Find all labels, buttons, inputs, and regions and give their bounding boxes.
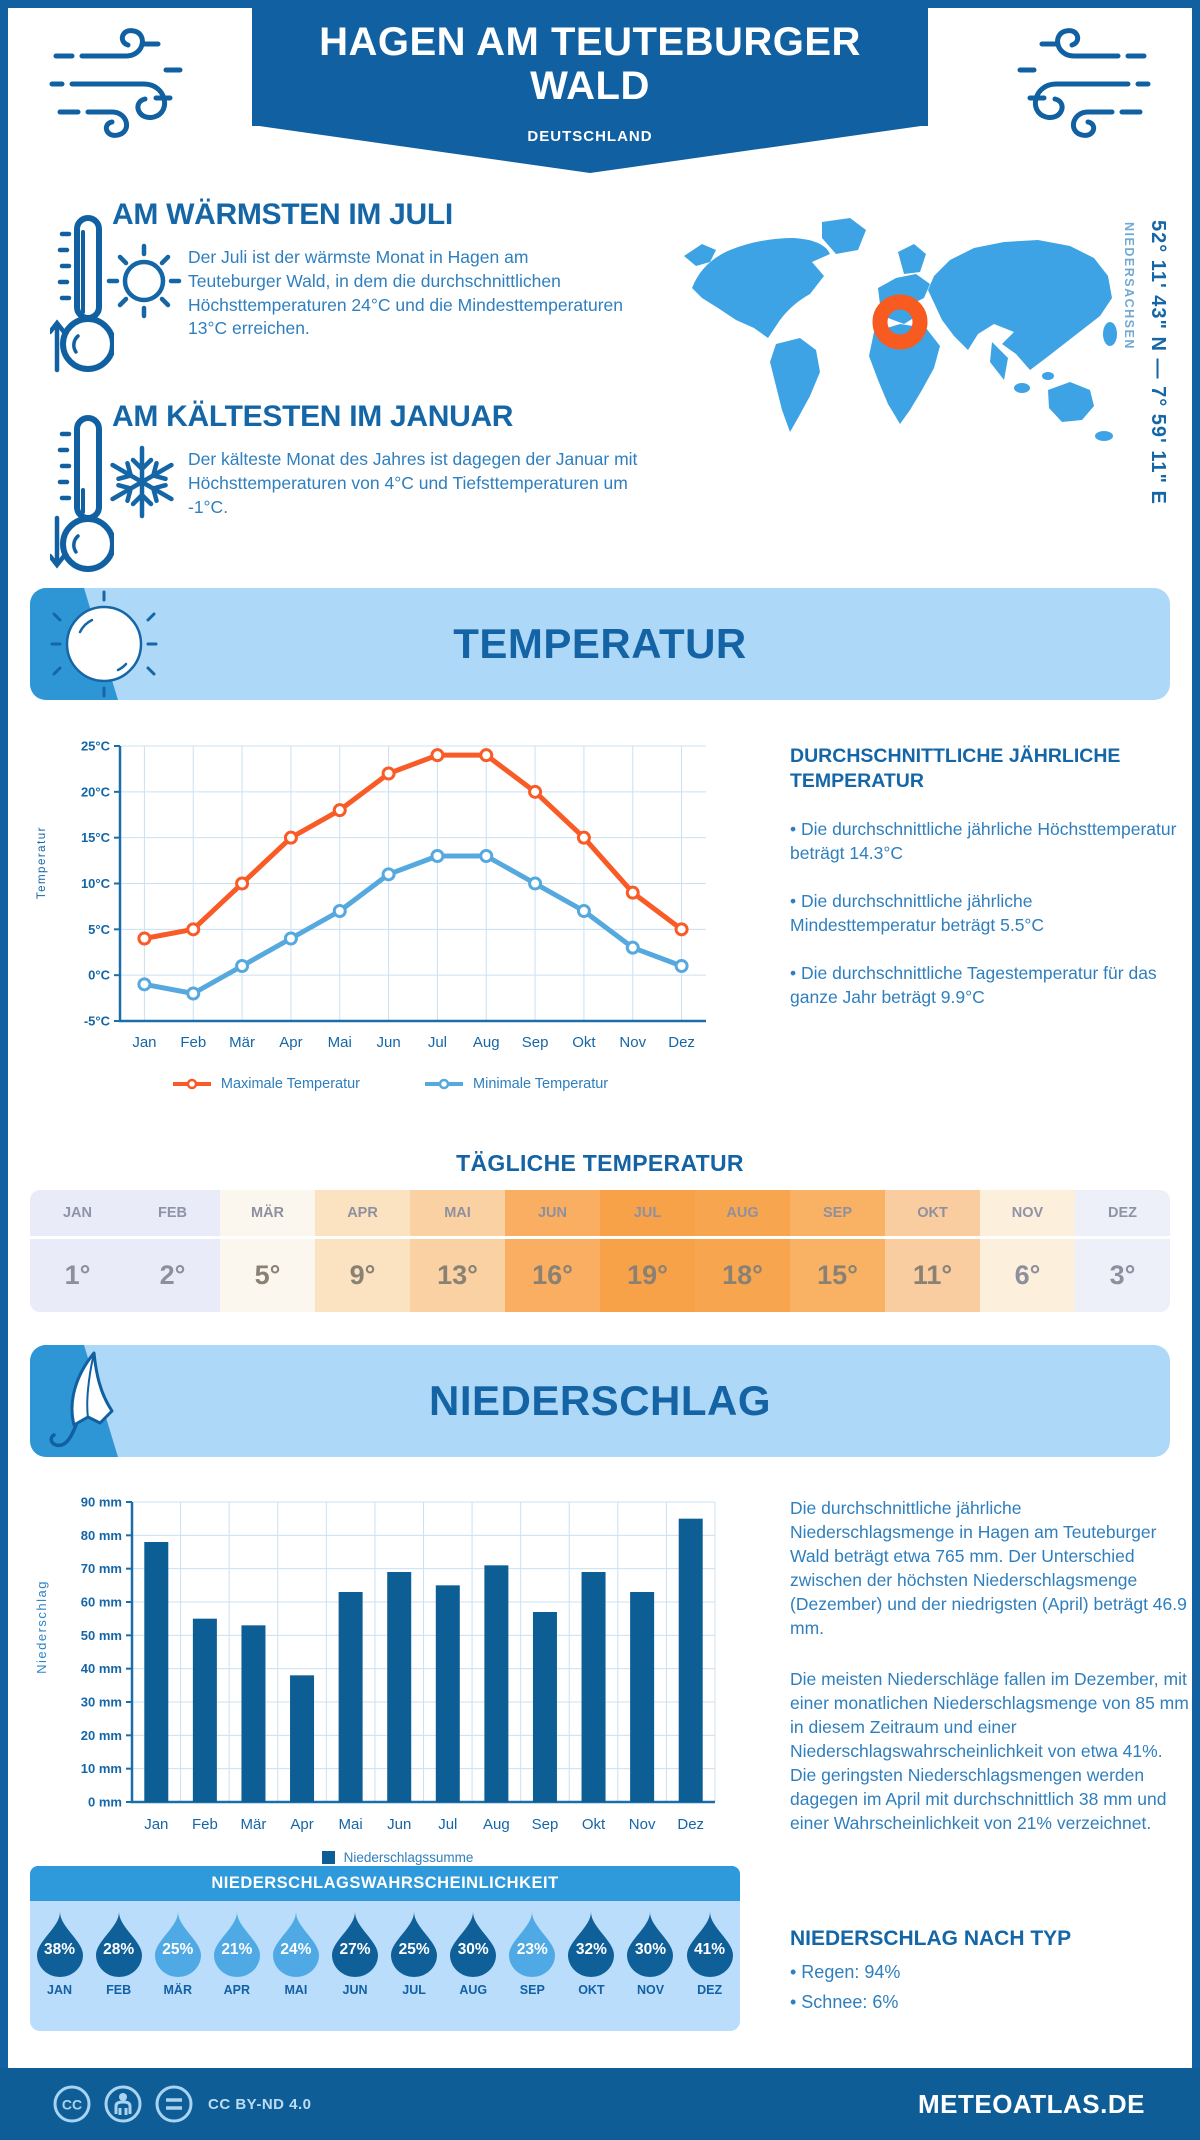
precip-y-tick: 50 mm (80, 1627, 122, 1643)
probability-item (680, 1901, 739, 2031)
precip-y-axis-label: Niederschlag (34, 1580, 49, 1674)
probability-month-label: AUG (459, 1983, 488, 1997)
daily-month-label: FEB (125, 1190, 220, 1239)
daily-temp-value: 13° (437, 1260, 478, 1290)
temp-y-axis-label: Temperatur (36, 826, 48, 900)
legend-item: Niederschlagssumme (322, 1850, 474, 1865)
daily-month-label: NOV (980, 1190, 1075, 1239)
precip-x-tick: Jul (438, 1816, 458, 1833)
daily-cell (1075, 1190, 1170, 1312)
coldest-heading: AM KÄLTESTEN IM JANUAR (112, 400, 514, 433)
precip-x-tick: Mär (240, 1816, 267, 1833)
probability-item (503, 1901, 562, 2031)
daily-temp-value: 16° (532, 1260, 573, 1290)
country-label: DEUTSCHLAND (527, 128, 653, 145)
temp-x-tick: Okt (572, 1034, 596, 1051)
precipitation-legend (70, 1850, 725, 1865)
precip-y-tick: 90 mm (80, 1494, 122, 1510)
precip-x-tick: Aug (483, 1816, 510, 1833)
daily-month-label: OKT (885, 1190, 980, 1239)
daily-temp-value: 15° (817, 1260, 858, 1290)
temp-y-tick: 15°C (80, 830, 110, 846)
probability-month-label: JAN (47, 1983, 73, 1997)
temp-y-tick: 0°C (88, 967, 110, 983)
probability-item (325, 1901, 384, 2031)
daily-temp-value: 9° (349, 1260, 376, 1290)
site-name: METEOATLAS.DE (917, 2088, 1145, 2119)
temp-y-tick: -5°C (83, 1013, 110, 1029)
precip-y-tick: 20 mm (80, 1727, 122, 1743)
wind-icon (48, 22, 218, 142)
precip-bar (387, 1572, 411, 1802)
daily-cell (980, 1190, 1075, 1312)
daily-cell (505, 1190, 600, 1312)
probability-month-label: DEZ (697, 1983, 723, 1997)
precip-chart-svg (70, 1492, 725, 1847)
daily-month-label: MAI (410, 1190, 505, 1239)
probability-panel (30, 1901, 740, 2031)
daily-cell (125, 1190, 220, 1312)
probability-item (207, 1901, 266, 2031)
warmest-heading: AM WÄRMSTEN IM JULI (112, 198, 453, 231)
annual-day-bullet: • Die durchschnittliche Tagestemperatur für das ganze Jahr beträgt 9.9°C (790, 963, 1157, 1007)
probability-item (562, 1901, 621, 2031)
temp-y-tick: 20°C (80, 784, 110, 800)
precip-y-tick: 70 mm (80, 1561, 122, 1577)
probability-month-label: MAI (284, 1983, 308, 1997)
precipitation-bar-chart (70, 1492, 725, 1847)
daily-temp-value: 6° (1014, 1260, 1041, 1290)
precip-x-tick: Okt (581, 1816, 606, 1833)
rain-share: • Regen: 94% (790, 1962, 901, 1982)
precip-x-tick: Jan (144, 1816, 169, 1833)
temp-y-tick: 5°C (88, 921, 110, 937)
probability-month-label: NOV (636, 1983, 665, 1997)
precip-paragraph-1: Die durchschnittliche jährliche Niederschlagsmenge in Hagen am Teuteburger Wald beträgt etwa 765 mm. Der Unterschied zwischen der höchsten Niederschlagsmenge (Dezember) und der niedrigsten (April) beträgt 46.9 mm. (790, 1498, 1187, 1638)
probability-value: 28% (103, 1941, 135, 1958)
precip-bar (290, 1675, 314, 1802)
precip-bar (630, 1592, 654, 1802)
temp-x-tick: Jan (132, 1034, 157, 1051)
daily-cell (30, 1190, 125, 1312)
page-title: HAGEN AM TEUTEBURGER WALD (319, 20, 861, 108)
daily-cell (220, 1190, 315, 1312)
probability-value: 27% (339, 1941, 371, 1958)
precip-bar (582, 1572, 606, 1802)
probability-value: 30% (634, 1941, 666, 1958)
probability-value: 30% (457, 1941, 489, 1958)
precip-bar (241, 1625, 265, 1802)
daily-cell (600, 1190, 695, 1312)
precip-x-tick: Feb (191, 1816, 218, 1833)
temp-x-tick: Feb (180, 1034, 207, 1051)
wind-icon (982, 22, 1152, 142)
probability-item (385, 1901, 444, 2031)
temp-x-tick: Mai (327, 1034, 352, 1051)
probability-value: 32% (575, 1941, 607, 1958)
probability-month-label: FEB (106, 1983, 132, 1997)
temp-y-tick: 25°C (80, 738, 110, 754)
precip-bar (533, 1612, 557, 1802)
precip-y-tick: 40 mm (80, 1661, 122, 1677)
temp-chart-svg (70, 738, 710, 1063)
probability-value: 23% (516, 1941, 548, 1958)
daily-cell (695, 1190, 790, 1312)
probability-item (266, 1901, 325, 2031)
temperature-line-chart (70, 738, 710, 1063)
coldest-text: Der kälteste Monat des Jahres ist dagegen der Januar mit Höchsttemperaturen von 4°C und Tiefsttemperaturen um -1°C. (188, 449, 638, 517)
probability-value: 21% (221, 1941, 253, 1958)
probability-item (89, 1901, 148, 2031)
daily-month-label: DEZ (1075, 1190, 1170, 1239)
probability-month-label: JUL (402, 1983, 426, 1997)
temperature-legend (70, 1076, 710, 1092)
svg-text:CC: CC (61, 2096, 83, 2113)
daily-month-label: MÄR (220, 1190, 315, 1239)
probability-value: 25% (162, 1941, 194, 1958)
temp-x-tick: Aug (472, 1034, 500, 1051)
title-banner (252, 8, 928, 126)
annual-temp-heading: DURCHSCHNITTLICHE JÄHRLICHE TEMPERATUR (790, 745, 1121, 793)
probability-month-label: APR (223, 1983, 251, 1997)
precip-bar (144, 1542, 168, 1802)
temp-x-tick: Jul (427, 1034, 448, 1051)
probability-item (30, 1901, 89, 2031)
license-icons (52, 2084, 194, 2124)
daily-month-label: AUG (695, 1190, 790, 1239)
daily-month-label: SEP (790, 1190, 885, 1239)
cc-icon (52, 2084, 92, 2124)
probability-item (621, 1901, 680, 2031)
page-border-top (0, 0, 1200, 8)
probability-heading: NIEDERSCHLAGSWAHRSCHEINLICHKEIT (30, 1866, 740, 1901)
precip-x-tick: Jun (387, 1816, 412, 1833)
daily-cell (790, 1190, 885, 1312)
precip-x-tick: Mai (338, 1816, 363, 1833)
precip-x-tick: Sep (531, 1816, 559, 1833)
precip-x-tick: Apr (290, 1816, 314, 1833)
precip-y-tick: 80 mm (80, 1527, 122, 1543)
precip-bar (339, 1592, 363, 1802)
daily-temp-table (30, 1190, 1170, 1312)
temp-x-tick: Apr (279, 1034, 303, 1051)
probability-item (444, 1901, 503, 2031)
daily-temp-heading: TÄGLICHE TEMPERATUR (456, 1150, 744, 1176)
probability-value: 41% (694, 1941, 726, 1958)
precip-x-tick: Nov (628, 1816, 656, 1833)
precip-paragraph-2: Die meisten Niederschläge fallen im Dezember, mit einer monatlichen Niederschlagsmenge von 85 mm in diesem Zeitraum und einer Niederschlagswahrscheinlichkeit von etwa 41%. Die geringsten Niederschlagsmengen werden dagegen im April mit durchschnittlich 38 mm und einer Wahrscheinlichkeit von 21% verzeichnet. (790, 1669, 1189, 1833)
precip-x-tick: Dez (677, 1816, 705, 1833)
probability-value: 24% (280, 1941, 312, 1958)
page-border-left (0, 0, 8, 2140)
temp-x-tick: Mär (229, 1034, 256, 1051)
precip-y-tick: 30 mm (80, 1694, 122, 1710)
precip-bar (484, 1565, 508, 1802)
daily-month-label: JUL (600, 1190, 695, 1239)
temp-x-tick: Nov (619, 1034, 647, 1051)
daily-month-label: JUN (505, 1190, 600, 1239)
page-border-right (1192, 0, 1200, 2140)
snow-share: • Schnee: 6% (790, 1992, 899, 2012)
coordinates-label: 52° 11' 43" N — 7° 59' 11" E (1147, 220, 1169, 505)
region-label: NIEDERSACHSEN (1122, 222, 1136, 350)
daily-cell (315, 1190, 410, 1312)
daily-temp-value: 3° (1109, 1260, 1136, 1290)
precip-bar (193, 1619, 217, 1802)
daily-temp-value: 11° (912, 1260, 953, 1290)
warmest-text: Der Juli ist der wärmste Monat in Hagen am Teuteburger Wald, in dem die durchschnittlichen Höchsttemperaturen 24°C und die Mindesttemperaturen 13°C erreichen. (188, 247, 624, 339)
daily-temp-value: 18° (722, 1260, 763, 1290)
temperature-section-banner (30, 588, 1170, 700)
legend-item: Minimale Temperatur (424, 1076, 608, 1092)
temp-x-tick: Dez (668, 1034, 695, 1051)
daily-temp-value: 2° (159, 1260, 186, 1290)
annual-min-bullet: • Die durchschnittliche jährliche Mindesttemperatur beträgt 5.5°C (790, 891, 1045, 935)
daily-month-label: APR (315, 1190, 410, 1239)
legend-item: Maximale Temperatur (172, 1076, 360, 1092)
precip-bar (436, 1585, 460, 1802)
daily-cell (410, 1190, 505, 1312)
daily-temp-value: 19° (627, 1260, 668, 1290)
probability-month-label: MÄR (163, 1983, 192, 1997)
precip-type-heading: NIEDERSCHLAG NACH TYP (790, 1927, 1072, 1950)
probability-month-label: OKT (578, 1983, 605, 1997)
precip-y-tick: 10 mm (80, 1761, 122, 1777)
precip-y-tick: 0 mm (88, 1794, 122, 1810)
daily-temp-value: 5° (254, 1260, 281, 1290)
probability-value: 38% (44, 1941, 76, 1958)
footer (0, 2068, 1200, 2140)
probability-month-label: SEP (519, 1983, 545, 1997)
temperature-section-title: TEMPERATUR (453, 620, 747, 667)
precipitation-section-title: NIEDERSCHLAG (428, 1377, 772, 1424)
precip-bar (679, 1519, 703, 1802)
probability-item (148, 1901, 207, 2031)
probability-month-label: JUN (342, 1983, 368, 1997)
license-label: CC BY-ND 4.0 (208, 2095, 312, 2113)
daily-temp-value: 1° (64, 1260, 91, 1290)
world-map (672, 192, 1142, 458)
daily-month-label: JAN (30, 1190, 125, 1239)
sun-icon (104, 240, 184, 320)
annual-max-bullet: • Die durchschnittliche jährliche Höchsttemperatur beträgt 14.3°C (790, 819, 1177, 863)
probability-value: 25% (398, 1941, 430, 1958)
snowflake-icon (100, 440, 184, 524)
temp-x-tick: Sep (521, 1034, 549, 1051)
precipitation-section-banner (30, 1345, 1170, 1457)
attribution-icon (103, 2084, 143, 2124)
daily-cell (885, 1190, 980, 1312)
temp-x-tick: Jun (376, 1034, 401, 1051)
temp-y-tick: 10°C (80, 876, 110, 891)
no-derivatives-icon (154, 2084, 194, 2124)
precip-y-tick: 60 mm (80, 1594, 122, 1610)
